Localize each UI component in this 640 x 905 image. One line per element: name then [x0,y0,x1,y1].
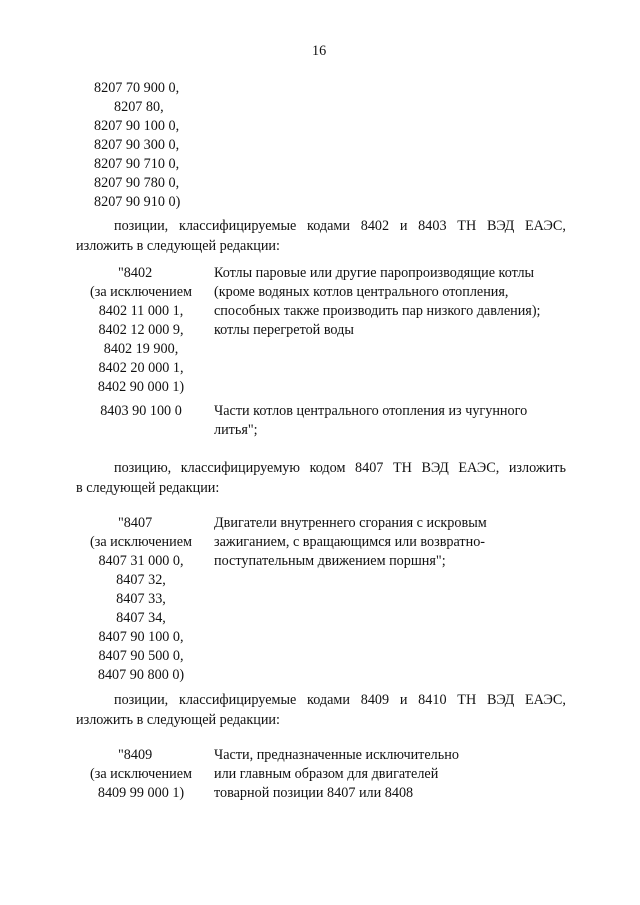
paragraph-line: позиции, классифицируемые кодами 8409 и 8410 ТН ВЭД ЕАЭС, [114,692,566,708]
code-list [94,79,180,212]
paragraph-8409-8410 [76,690,566,730]
paragraph-8407 [76,458,566,498]
paragraph-line: позиции, классифицируемые кодами 8402 и 8403 ТН ВЭД ЕАЭС, [114,218,566,234]
code-line: 8207 90 100 0, [94,118,180,134]
paragraph-line: в следующей редакции: [76,480,220,496]
entry-description: Части, предназначенные исключительно или главным образом для двигателей товарной позиции 8407 или 8408 [214,747,459,801]
code-line: 8207 90 910 0) [94,194,181,210]
code-line: 8207 80, [114,99,164,115]
paragraph-line: позицию, классифицируемую кодом 8407 ТН ВЭД ЕАЭС, изложить [114,460,566,476]
entry-codes: "8409 (за исключением 8409 99 000 1) [90,747,192,801]
paragraph-line: изложить в следующей редакции: [76,712,280,728]
code-line: 8207 70 900 0, [94,80,180,96]
entry-codes: 8403 90 100 0 [100,403,182,419]
entry-codes: "8407 (за исключением 8407 31 000 0, 8407 32, 8407 33, 8407 34, 8407 90 100 0, 8407 90 500 0, 8407 90 800 0) [90,515,192,683]
entry-codes: "8402 (за исключением 8402 11 000 1, 8402 12 000 9, 8402 19 900, 8402 20 000 1, 8402 90 000 1) [90,265,192,395]
paragraph-8402-8403 [76,216,566,256]
code-line: 8207 90 780 0, [94,175,180,191]
paragraph-line: изложить в следующей редакции: [76,238,280,254]
entry-description: Двигатели внутреннего сгорания с искровым зажиганием, с вращающимся или возвратно- поступательным движением поршня"; [214,515,487,569]
code-line: 8207 90 300 0, [94,137,180,153]
entry-description: Котлы паровые или другие паропроизводящие котлы (кроме водяных котлов центрального отопления, способных также производить пар низкого давления); котлы перегретой воды [214,265,541,338]
code-line: 8207 90 710 0, [94,156,180,172]
page-number: 16 [312,43,327,59]
entry-description: Части котлов центрального отопления из чугунного литья"; [214,403,528,438]
